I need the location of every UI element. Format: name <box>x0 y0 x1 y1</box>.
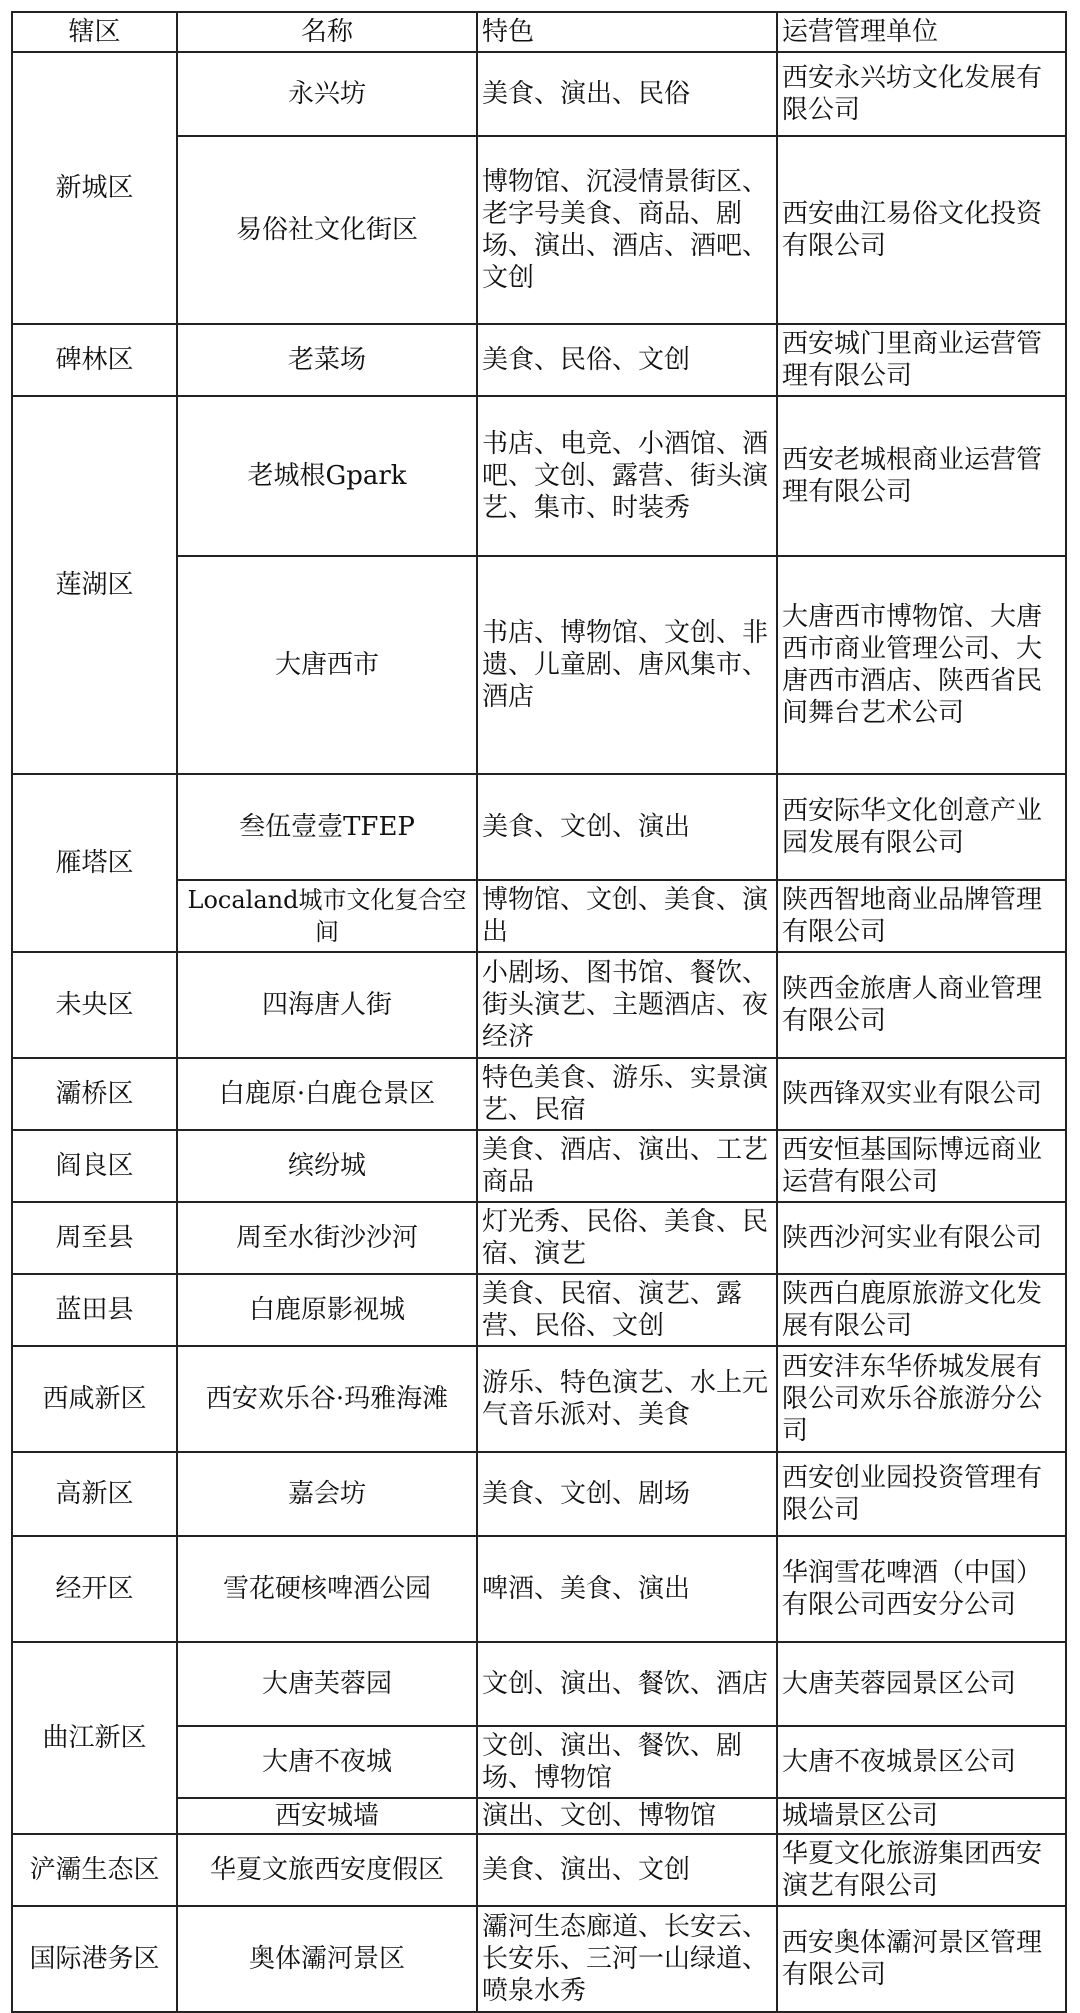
district-cell: 周至县 <box>12 1202 177 1274</box>
operator-cell: 大唐不夜城景区公司 <box>777 1726 1066 1798</box>
district-cell: 阎良区 <box>12 1130 177 1202</box>
features-cell: 博物馆、沉浸情景街区、老字号美食、商品、剧场、演出、酒店、酒吧、文创 <box>477 136 777 324</box>
district-cell: 莲湖区 <box>12 396 177 774</box>
venues-table <box>11 11 1067 2013</box>
header-features: 特色 <box>477 12 777 52</box>
features-cell: 美食、酒店、演出、工艺商品 <box>477 1130 777 1202</box>
features-cell: 书店、博物馆、文创、非遗、儿童剧、唐风集市、酒店 <box>477 556 777 774</box>
district-cell: 灞桥区 <box>12 1058 177 1130</box>
features-cell: 演出、文创、博物馆 <box>477 1798 777 1834</box>
operator-cell: 陕西智地商业品牌管理有限公司 <box>777 880 1066 952</box>
table-row <box>12 1642 1066 1726</box>
operator-cell: 城墙景区公司 <box>777 1798 1066 1834</box>
features-cell: 文创、演出、餐饮、酒店 <box>477 1642 777 1726</box>
table-row <box>12 396 1066 556</box>
features-cell: 特色美食、游乐、实景演艺、民宿 <box>477 1058 777 1130</box>
operator-cell: 西安曲江易俗文化投资有限公司 <box>777 136 1066 324</box>
features-cell: 文创、演出、餐饮、剧场、博物馆 <box>477 1726 777 1798</box>
table-row <box>12 1202 1066 1274</box>
operator-cell: 华润雪花啤酒（中国）有限公司西安分公司 <box>777 1536 1066 1642</box>
name-cell: Localand城市文化复合空间 <box>177 880 477 952</box>
table-row <box>12 1452 1066 1536</box>
features-cell: 美食、文创、演出 <box>477 774 777 880</box>
district-cell: 未央区 <box>12 952 177 1058</box>
table-body <box>12 52 1066 2012</box>
operator-cell: 西安城门里商业运营管理有限公司 <box>777 324 1066 396</box>
name-cell: 缤纷城 <box>177 1130 477 1202</box>
features-cell: 灞河生态廊道、长安云、长安乐、三河一山绿道、喷泉水秀 <box>477 1906 777 2012</box>
name-cell: 易俗社文化街区 <box>177 136 477 324</box>
table-row <box>12 324 1066 396</box>
name-cell: 白鹿原·白鹿仓景区 <box>177 1058 477 1130</box>
features-cell: 游乐、特色演艺、水上元气音乐派对、美食 <box>477 1346 777 1452</box>
name-cell: 雪花硬核啤酒公园 <box>177 1536 477 1642</box>
operator-cell: 陕西金旅唐人商业管理有限公司 <box>777 952 1066 1058</box>
name-cell: 嘉会坊 <box>177 1452 477 1536</box>
name-cell: 四海唐人街 <box>177 952 477 1058</box>
name-cell: 大唐西市 <box>177 556 477 774</box>
table-row <box>12 1834 1066 1906</box>
name-cell: 白鹿原影视城 <box>177 1274 477 1346</box>
district-cell: 经开区 <box>12 1536 177 1642</box>
table-row <box>12 1274 1066 1346</box>
header-operator: 运营管理单位 <box>777 12 1066 52</box>
operator-cell: 西安际华文化创意产业园发展有限公司 <box>777 774 1066 880</box>
district-cell: 曲江新区 <box>12 1642 177 1834</box>
table-row <box>12 1130 1066 1202</box>
table-row <box>12 1058 1066 1130</box>
name-cell: 西安城墙 <box>177 1798 477 1834</box>
features-cell: 啤酒、美食、演出 <box>477 1536 777 1642</box>
features-cell: 美食、演出、文创 <box>477 1834 777 1906</box>
name-cell: 老菜场 <box>177 324 477 396</box>
name-cell: 大唐芙蓉园 <box>177 1642 477 1726</box>
header-name: 名称 <box>177 12 477 52</box>
operator-cell: 陕西锋双实业有限公司 <box>777 1058 1066 1130</box>
features-cell: 美食、演出、民俗 <box>477 52 777 136</box>
header-district: 辖区 <box>12 12 177 52</box>
features-cell: 博物馆、文创、美食、演出 <box>477 880 777 952</box>
features-cell: 美食、文创、剧场 <box>477 1452 777 1536</box>
table-row <box>12 952 1066 1058</box>
features-cell: 小剧场、图书馆、餐饮、街头演艺、主题酒店、夜经济 <box>477 952 777 1058</box>
table-row <box>12 1906 1066 2012</box>
district-cell: 碑林区 <box>12 324 177 396</box>
name-cell: 华夏文旅西安度假区 <box>177 1834 477 1906</box>
operator-cell: 华夏文化旅游集团西安演艺有限公司 <box>777 1834 1066 1906</box>
header-row <box>12 12 1066 52</box>
operator-cell: 大唐西市博物馆、大唐西市商业管理公司、大唐西市酒店、陕西省民间舞台艺术公司 <box>777 556 1066 774</box>
operator-cell: 西安恒基国际博远商业运营有限公司 <box>777 1130 1066 1202</box>
district-cell: 蓝田县 <box>12 1274 177 1346</box>
operator-cell: 西安奥体灞河景区管理有限公司 <box>777 1906 1066 2012</box>
name-cell: 周至水街沙沙河 <box>177 1202 477 1274</box>
name-cell: 奥体灞河景区 <box>177 1906 477 2012</box>
operator-cell: 陕西白鹿原旅游文化发展有限公司 <box>777 1274 1066 1346</box>
table-row <box>12 52 1066 136</box>
name-cell: 永兴坊 <box>177 52 477 136</box>
district-cell: 浐灞生态区 <box>12 1834 177 1906</box>
name-cell: 叁伍壹壹TFEP <box>177 774 477 880</box>
table-row <box>12 1536 1066 1642</box>
features-cell: 美食、民俗、文创 <box>477 324 777 396</box>
operator-cell: 西安创业园投资管理有限公司 <box>777 1452 1066 1536</box>
operator-cell: 大唐芙蓉园景区公司 <box>777 1642 1066 1726</box>
district-cell: 新城区 <box>12 52 177 324</box>
features-cell: 灯光秀、民俗、美食、民宿、演艺 <box>477 1202 777 1274</box>
district-cell: 雁塔区 <box>12 774 177 952</box>
operator-cell: 西安老城根商业运营管理有限公司 <box>777 396 1066 556</box>
features-cell: 书店、电竞、小酒馆、酒吧、文创、露营、街头演艺、集市、时装秀 <box>477 396 777 556</box>
operator-cell: 西安沣东华侨城发展有限公司欢乐谷旅游分公司 <box>777 1346 1066 1452</box>
district-cell: 西咸新区 <box>12 1346 177 1452</box>
name-cell: 老城根Gpark <box>177 396 477 556</box>
operator-cell: 西安永兴坊文化发展有限公司 <box>777 52 1066 136</box>
table-row <box>12 774 1066 880</box>
name-cell: 大唐不夜城 <box>177 1726 477 1798</box>
district-cell: 高新区 <box>12 1452 177 1536</box>
name-cell: 西安欢乐谷·玛雅海滩 <box>177 1346 477 1452</box>
table-row <box>12 1346 1066 1452</box>
features-cell: 美食、民宿、演艺、露营、民俗、文创 <box>477 1274 777 1346</box>
operator-cell: 陕西沙河实业有限公司 <box>777 1202 1066 1274</box>
district-cell: 国际港务区 <box>12 1906 177 2012</box>
